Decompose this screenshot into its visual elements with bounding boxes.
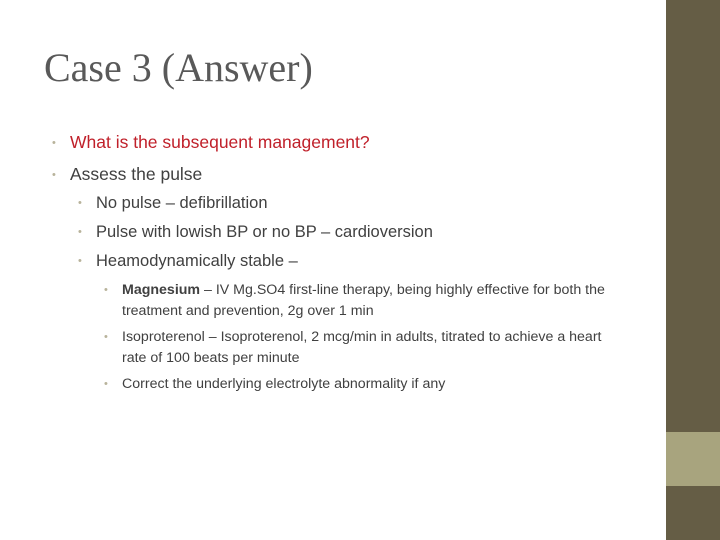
detail-bullet-isoproterenol — [104, 327, 624, 368]
bullet-dot-icon: • — [104, 378, 108, 390]
bullet-question — [52, 132, 370, 153]
bullet-text: Assess the pulse — [70, 164, 203, 184]
detail-bullet-magnesium — [104, 280, 624, 321]
sidebar-band-bottom — [666, 486, 720, 540]
sub-bullet-stable — [78, 252, 298, 271]
bullet-dot-icon: • — [52, 169, 56, 181]
slide-title: Case 3 (Answer) — [44, 45, 313, 90]
sub-bullet-pulse-low-bp — [78, 223, 433, 242]
bullet-text: Isoproterenol – Isoproterenol, 2 mcg/min in adults, titrated to achieve a heart rate of 100 beats per minute — [122, 329, 602, 366]
sidebar-band-top — [666, 0, 720, 432]
bullet-text: – IV Mg.SO4 first-line therapy, being highly effective for both the treatment and prevention, 2g over 1 min — [122, 282, 605, 319]
bullet-text: Heamodynamically stable – — [96, 252, 298, 270]
bullet-text: No pulse – defibrillation — [96, 194, 268, 212]
bullet-assess-pulse — [52, 164, 202, 185]
bullet-dot-icon: • — [52, 137, 56, 149]
bullet-text: What is the subsequent management? — [70, 132, 370, 152]
bullet-dot-icon: • — [78, 226, 82, 238]
bullet-text: Correct the underlying electrolyte abnormality if any — [122, 376, 446, 392]
detail-bullet-electrolyte — [104, 374, 624, 395]
sub-bullet-no-pulse — [78, 194, 268, 213]
bullet-dot-icon: • — [78, 255, 82, 267]
bold-term: Magnesium — [122, 282, 201, 298]
bullet-dot-icon: • — [78, 197, 82, 209]
bullet-dot-icon: • — [104, 331, 108, 343]
bullet-dot-icon: • — [104, 284, 108, 296]
sidebar-band-middle — [666, 432, 720, 486]
bullet-text: Pulse with lowish BP or no BP – cardioversion — [96, 223, 433, 241]
